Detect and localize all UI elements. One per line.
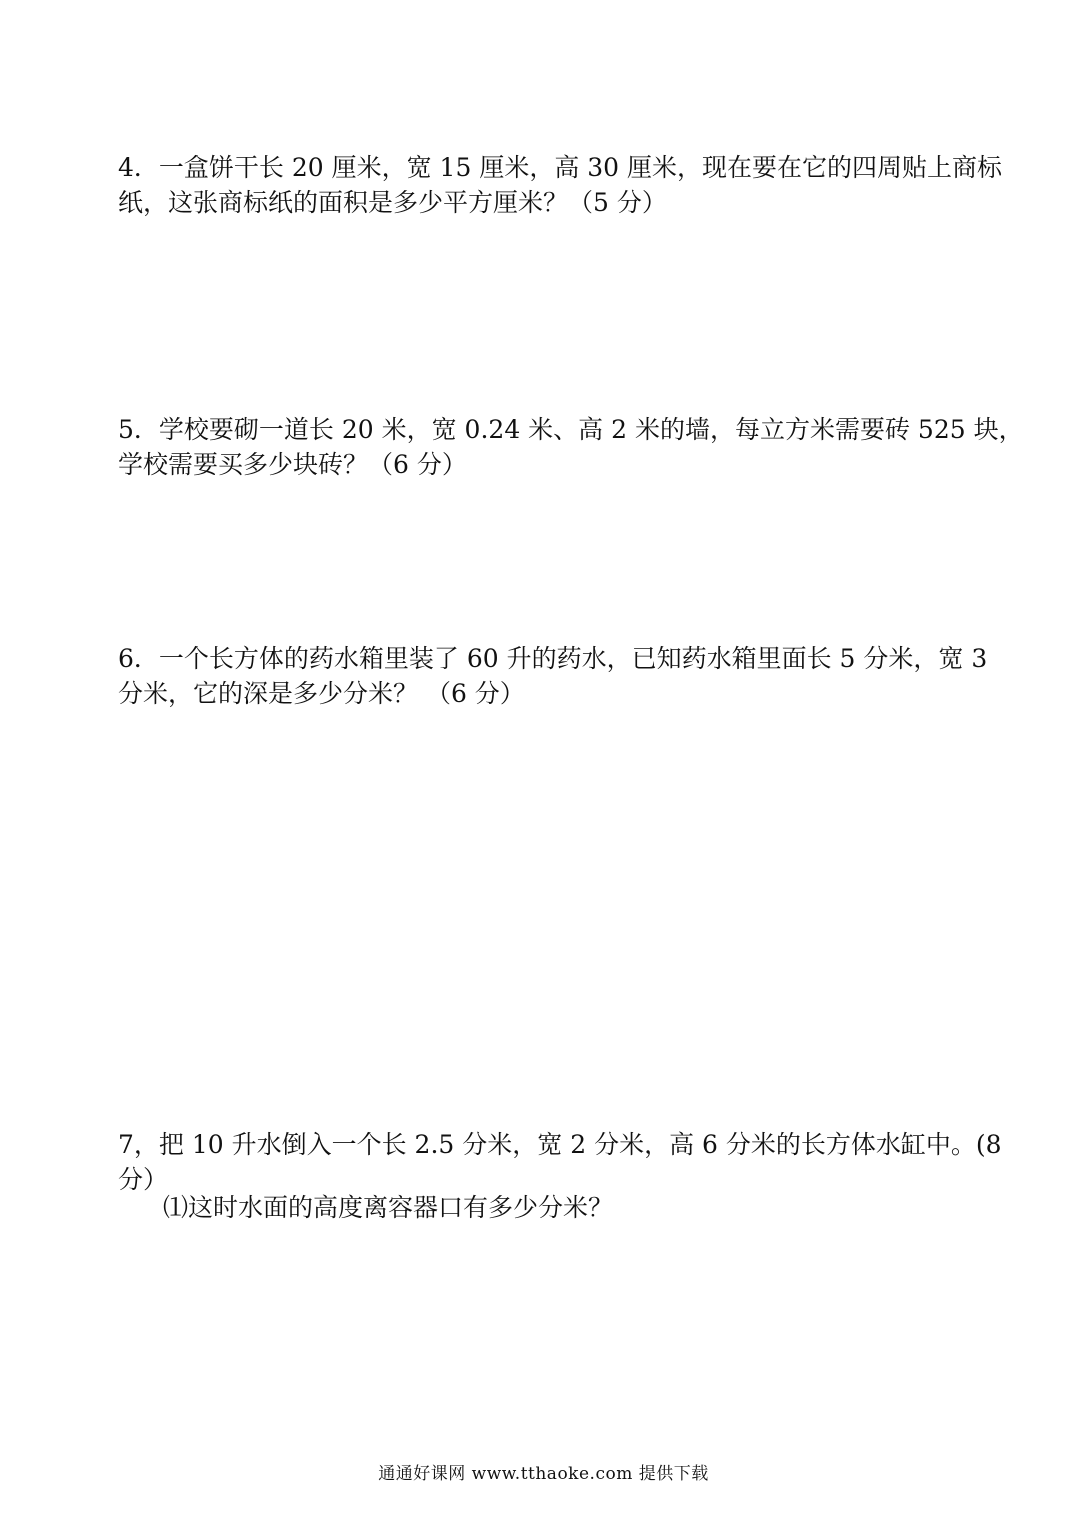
question-6 xyxy=(118,641,988,711)
question-6-line-2: 分米，它的深是多少分米？ （6 分） xyxy=(118,679,525,708)
question-5 xyxy=(118,412,1024,482)
question-4-line-2: 纸，这张商标纸的面积是多少平方厘米？（5 分） xyxy=(118,188,667,217)
question-7 xyxy=(118,1127,1002,1197)
question-7-line-1: 7，把 10 升水倒入一个长 2.5 分米，宽 2 分米，高 6 分米的长方体水缸中。(8 xyxy=(118,1130,1002,1159)
question-4-line-1: 4．一盒饼干长 20 厘米，宽 15 厘米，高 30 厘米，现在要在它的四周贴上商标 xyxy=(118,153,1003,182)
question-4 xyxy=(118,150,1003,220)
question-6-line-1: 6．一个长方体的药水箱里装了 60 升的药水，已知药水箱里面长 5 分米，宽 3 xyxy=(118,644,988,673)
page-footer: 通通好课网 www.tthaoke.com 提供下载 xyxy=(378,1464,709,1484)
question-5-line-2: 学校需要买多少块砖？（6 分） xyxy=(118,450,467,479)
question-5-line-1: 5．学校要砌一道长 20 米，宽 0.24 米、高 2 米的墙，每立方米需要砖 525 块， xyxy=(118,415,1024,444)
question-7-line-2: 分） xyxy=(118,1165,169,1194)
question-7-subquestion-1: ⑴这时水面的高度离容器口有多少分米？ xyxy=(163,1193,614,1222)
